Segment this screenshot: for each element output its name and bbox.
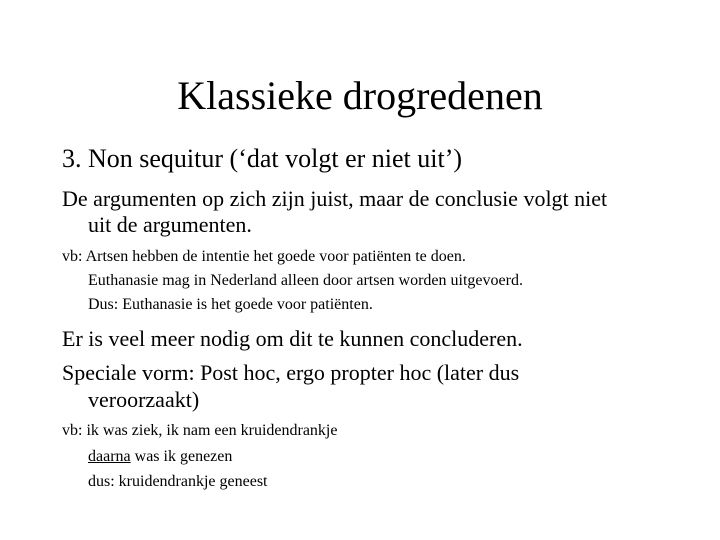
special-form-line-2: veroorzaakt) [88,387,200,412]
special-form-line-1: Speciale vorm: Post hoc, ergo propter hoc (later dus [62,360,520,385]
slide-title: Klassieke drogredenen [177,73,543,118]
example-1-line-1: vb: Artsen hebben de intentie het goede voor patiënten te doen. [62,248,466,265]
section-heading: 3. Non sequitur (‘dat volgt er niet uit’) [62,144,463,173]
example-2-line-3: dus: kruidendrankje geneest [88,473,268,490]
example-1-line-2: Euthanasie mag in Nederland alleen door artsen worden uitgevoerd. [88,272,523,289]
example-1-line-3: Dus: Euthanasie is het goede voor patiënten. [88,296,373,313]
example-2-line-2 [88,447,232,467]
remark-line: Er is veel meer nodig om dit te kunnen concluderen. [62,326,523,351]
example-2-line-1: vb: ik was ziek, ik nam een kruidendrankje [62,422,338,439]
definition-line-2: uit de argumenten. [88,212,252,237]
underlined-word: daarna [88,448,131,465]
example-2-line-2-rest: was ik genezen [130,448,233,465]
definition-line-1: De argumenten op zich zijn juist, maar de conclusie volgt niet [62,186,608,211]
